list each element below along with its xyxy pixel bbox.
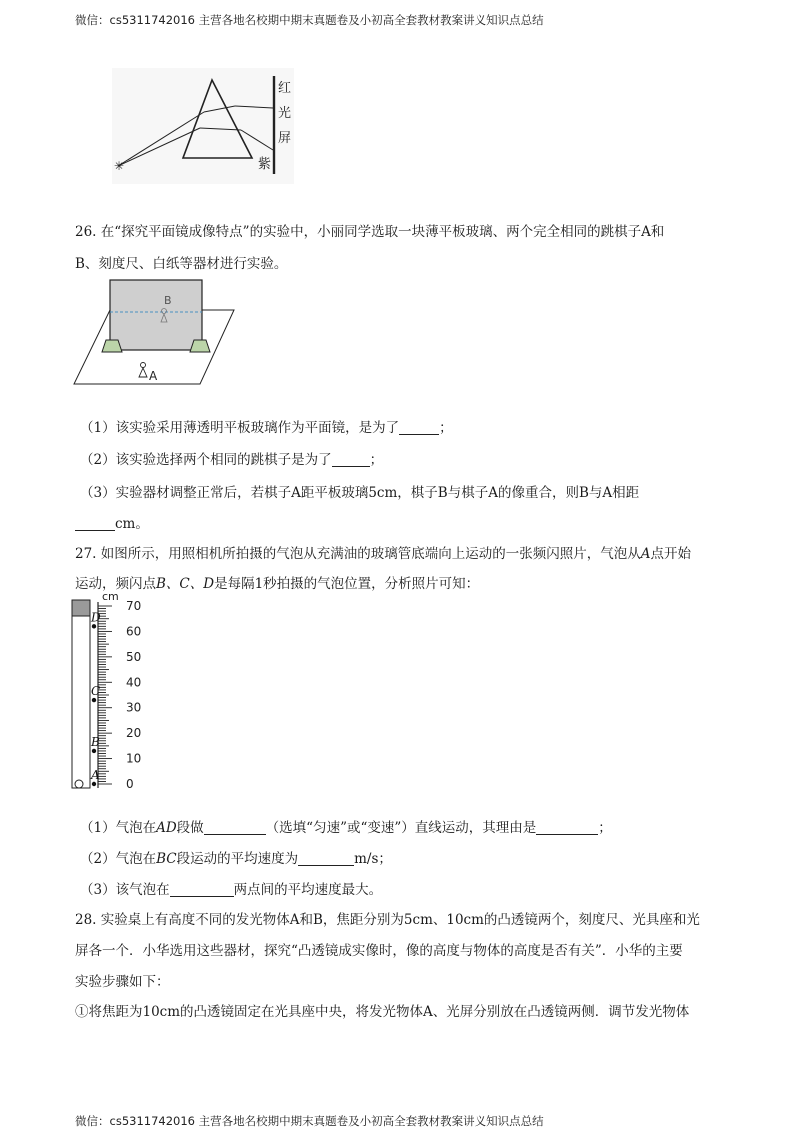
prism-figure: [108, 68, 298, 184]
ruler-tick-label: 0: [126, 777, 134, 791]
bubble-point-label-d: D: [91, 610, 101, 625]
fig-label-b: B: [164, 294, 172, 307]
q26-sub2: （2）该实验选择两个相同的跳棋子是为了 ；: [80, 452, 384, 468]
prism-label-screen: 屏: [278, 131, 292, 146]
q27-blank2[interactable]: [536, 820, 598, 835]
bubble-point-label-a: A: [91, 768, 100, 782]
ruler-tick-label: 50: [126, 649, 142, 664]
q27-sub3: （3）该气泡在 两点间的平均速度最大。: [80, 882, 383, 898]
bubble-point-label-b: B: [91, 734, 100, 749]
q27-stem-line1: 27. 如图所示，用照相机所拍摄的气泡从充满油的玻璃管底端向上运动的一张频闪照片，气泡从A点开始: [75, 546, 692, 562]
q26-blank1[interactable]: [399, 420, 439, 435]
q26-blank3[interactable]: [75, 516, 115, 531]
q28-line1: 28. 实验桌上有高度不同的发光物体A和B，焦距分别为5cm、10cm的凸透镜两个，刻度尺、光具座和光: [75, 912, 700, 928]
q26-stem-line2: B、刻度尺、白纸等器材进行实验。: [75, 256, 288, 272]
bubble-point-b: [92, 749, 96, 753]
q27-blank1[interactable]: [204, 820, 266, 835]
ruler-tick-label: 10: [126, 751, 142, 766]
ruler-tick-label: 40: [126, 675, 142, 690]
q26-blank2[interactable]: [332, 452, 370, 467]
q27-sub2: （2）气泡在BC段运动的平均速度为 m/s；: [80, 851, 392, 867]
bubble-point-a: [92, 782, 96, 786]
ruler-tick-label: 70: [126, 599, 142, 613]
bubble-point-d: [92, 624, 96, 628]
q26-sub3-line1: （3）实验器材调整正常后，若棋子A距平板玻璃5cm，棋子B与棋子A的像重合，则B与A相距: [80, 485, 640, 501]
ruler-tick-label: 60: [126, 624, 142, 639]
page-header: 微信：cs5311742016 主营各地名校期中期末真题卷及小初高全套教材教案讲义知识点总结: [75, 13, 544, 27]
bubble-point-c: [92, 698, 96, 702]
q26-sub1: （1）该实验采用薄透明平板玻璃作为平面镜，是为了 ；: [80, 420, 453, 436]
q28-line3: 实验步骤如下：: [75, 974, 170, 990]
fig-label-a: A: [149, 369, 158, 383]
svg-text:✳: ✳: [114, 159, 125, 173]
q28-line4: ①将焦距为10cm的凸透镜固定在光具座中央，将发光物体A、光屏分别放在凸透镜两侧．调节发光物体: [75, 1004, 690, 1020]
q28-line2: 屏各一个．小华选用这些器材，探究“凸透镜成实像时，像的高度与物体的高度是否有关”．小华的主要: [75, 943, 683, 959]
q27-blank3[interactable]: [298, 851, 354, 866]
page-footer: 微信：cs5311742016 主营各地名校期中期末真题卷及小初高全套教材教案讲义知识点总结: [75, 1114, 544, 1128]
prism-label-light: 光: [278, 106, 292, 121]
prism-label-red: 红: [278, 81, 292, 96]
ruler-tick-label: 30: [126, 700, 142, 715]
q27-sub1: （1）气泡在AD段做 （选填“匀速”或“变速”）直线运动，其理由是 ；: [80, 820, 612, 836]
q27-stem-line2: 运动，频闪点B、C、D是每隔1秒拍摄的气泡位置，分析照片可知：: [75, 576, 480, 592]
ruler-tick-label: 20: [126, 726, 142, 741]
ruler-unit: cm: [102, 590, 119, 603]
q26-stem-line1: 26. 在“探究平面镜成像特点”的实验中，小丽同学选取一块薄平板玻璃、两个完全相同的跳棋子A和: [75, 224, 665, 240]
mirror-figure: [72, 278, 237, 388]
q26-sub3-line2: cm。: [75, 512, 149, 532]
q27-blank4[interactable]: [170, 882, 234, 897]
bubble-point-label-c: C: [91, 684, 101, 699]
bubble-tube-figure: [70, 590, 160, 790]
prism-label-violet: 紫: [258, 157, 272, 172]
